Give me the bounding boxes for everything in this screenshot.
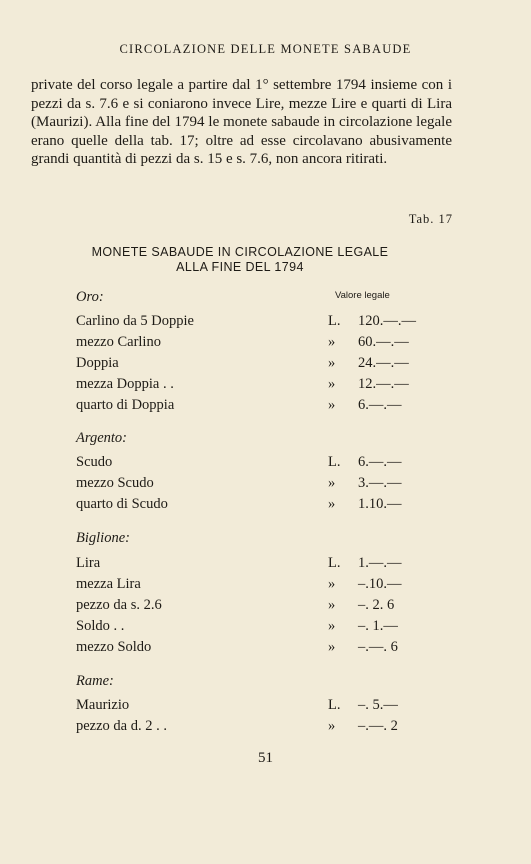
currency-mark: » [328,618,336,634]
currency-mark: » [328,718,336,734]
coin-name: Doppia [76,355,119,371]
table-title-line2: ALLA FINE DEL 1794 [176,260,304,274]
table-row [76,473,416,494]
currency-mark: » [328,475,336,491]
table-row [76,494,416,515]
section-title-biglione: Biglione: [76,530,130,546]
value-column-header: Valore legale [335,290,390,301]
table-row [76,332,416,353]
table-row [76,637,416,658]
table-row [76,452,416,473]
table-title-line1: MONETE SABAUDE IN CIRCOLAZIONE LEGALE [91,245,389,259]
coin-name: mezzo Soldo [76,639,152,655]
table-label: Tab. 17 [408,212,453,226]
coin-value: –. 1.— [358,618,398,634]
table-row [76,374,416,395]
table-row [76,553,416,574]
coin-value: –. 2. 6 [358,597,395,613]
currency-mark: » [328,397,336,413]
coin-name: mezzo Carlino [76,334,161,350]
coin-name: mezza Doppia . . [76,376,174,392]
coin-name: Scudo [76,454,113,470]
coin-value: –. 5.— [358,697,398,713]
table-row [76,353,416,374]
table-row [76,616,416,637]
coin-value: 3.—.— [358,475,402,491]
coin-value: 24.—.— [358,355,409,371]
coin-name: mezzo Scudo [76,475,154,491]
coin-value: 12.—.— [358,376,409,392]
section-title-rame: Rame: [76,673,114,689]
coin-value: –.—. 6 [358,639,398,655]
currency-mark: » [328,376,336,392]
currency-mark: » [328,639,336,655]
coin-value: 1.—.— [358,555,402,571]
coin-name: Maurizio [76,697,130,713]
coin-value: 120.—.— [358,313,416,329]
body-paragraph: private del corso legale a partire dal 1° settembre 1794 insieme con i pezzi da s. 7.6 e si coniarono invece Lire, mezze Lire e quarti di Lira (Maurizi). Alla fine del 1794 le monete sabaude in circolazione legale erano quelle della tab. 17; oltre ad esse circolavano abusivamente grandi quantità di pezzi da s. 15 e s. 7.6, non ancora ritirati. [31,77,452,168]
coin-name: pezzo da s. 2.6 [76,597,162,613]
coin-name: Soldo . . [76,618,125,634]
section-title-argento: Argento: [76,430,128,446]
coin-name: quarto di Scudo [76,496,168,512]
currency-mark: L. [328,697,341,713]
table-row [76,574,416,595]
section-title-oro: Oro: [76,289,104,305]
coin-value: 1.10.— [358,496,402,512]
table-row [76,311,416,332]
coin-value: 60.—.— [358,334,409,350]
coin-value: –.10.— [358,576,402,592]
currency-mark: L. [328,313,341,329]
currency-mark: » [328,576,336,592]
table-title [30,245,450,275]
table-row [76,595,416,616]
currency-mark: » [328,496,336,512]
coin-name: mezza Lira [76,576,141,592]
page-number: 51 [258,750,273,766]
running-head: CIRCOLAZIONE DELLE MONETE SABAUDE [119,42,412,56]
currency-mark: » [328,355,336,371]
table-row [76,695,416,716]
currency-mark: L. [328,454,341,470]
coin-name: quarto di Doppia [76,397,175,413]
coin-name: Carlino da 5 Doppie [76,313,194,329]
coin-name: Lira [76,555,101,571]
currency-mark: » [328,597,336,613]
coin-name: pezzo da d. 2 . . [76,718,167,734]
table-row [76,395,416,416]
table-row [76,716,416,737]
coin-value: 6.—.— [358,454,402,470]
currency-mark: L. [328,555,341,571]
currency-mark: » [328,334,336,350]
coin-value: 6.—.— [358,397,402,413]
coin-value: –.—. 2 [358,718,398,734]
